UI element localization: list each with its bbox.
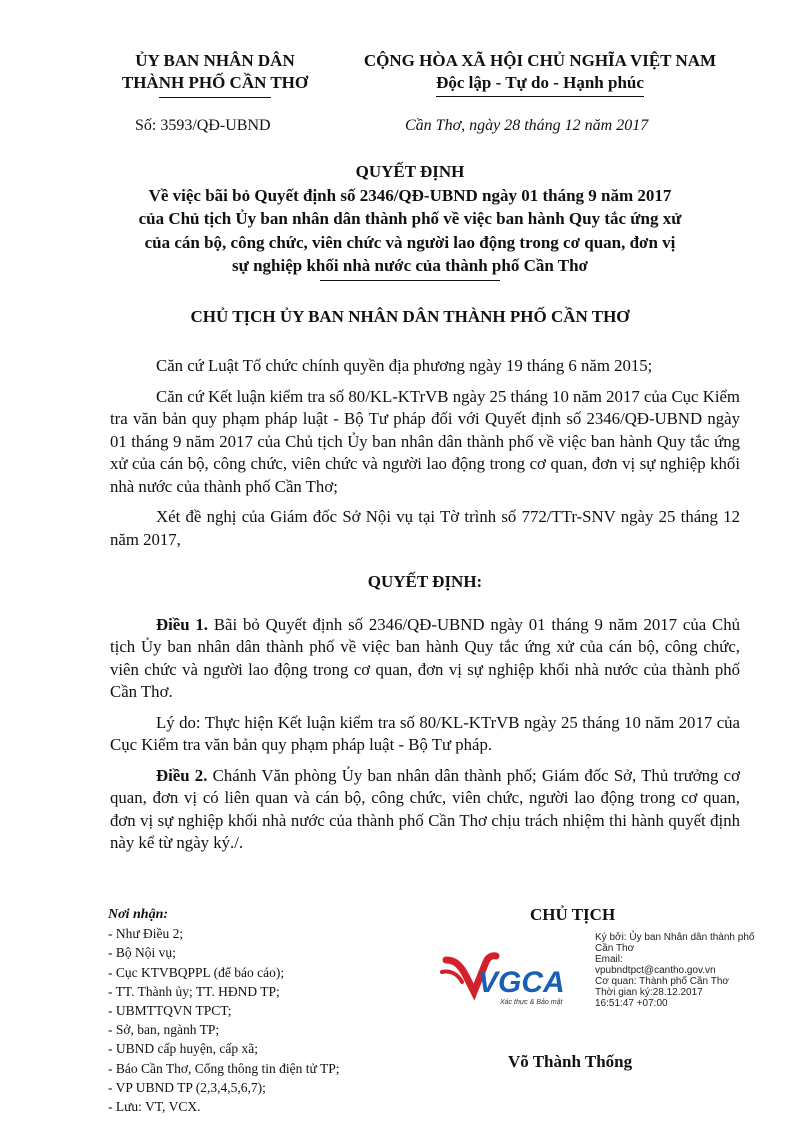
- document-body: [110, 355, 740, 863]
- vgca-logo-icon: [440, 952, 590, 1012]
- document-type: QUYẾT ĐỊNH: [355, 162, 465, 181]
- reason-paragraph: Lý do: Thực hiện Kết luận kiểm tra số 80/KL-KTrVB ngày 25 tháng 10 năm 2017 của Cục Kiểm tra văn bản quy phạm pháp luật - Bộ Tư pháp.: [110, 712, 740, 754]
- article-2-label: Điều 2.: [156, 765, 208, 785]
- agency-line-1: ỦY BAN NHÂN DÂN: [135, 51, 295, 70]
- subject-line-3: của cán bộ, công chức, viên chức và người lao động trong cơ quan, đơn vị: [144, 232, 676, 252]
- signer-title: CHỦ TỊCH: [530, 905, 616, 924]
- preamble-paragraph-1: Căn cứ Luật Tổ chức chính quyền địa phương ngày 19 tháng 6 năm 2015;: [156, 356, 653, 375]
- logo-tagline: Xác thực & Bảo mật: [500, 999, 563, 1006]
- title-underline: [320, 280, 500, 281]
- issuing-authority: CHỦ TỊCH ỦY BAN NHÂN DÂN THÀNH PHỐ CẦN THƠ: [190, 307, 630, 326]
- recipient-item: - Như Điều 2;: [108, 926, 184, 942]
- decision-heading: QUYẾT ĐỊNH:: [367, 572, 483, 591]
- agency-line-2: THÀNH PHỐ CẦN THƠ: [121, 73, 309, 92]
- recipients-list: [108, 905, 408, 1116]
- digital-signature: [440, 932, 770, 1032]
- signing-time-value: 16:51:47 +07:00: [595, 998, 668, 1009]
- place-date: Cần Thơ, ngày 28 tháng 12 năm 2017: [405, 117, 649, 134]
- preamble-paragraph-2: Căn cứ Kết luận kiểm tra số 80/KL-KTrVB ngày 25 tháng 10 năm 2017 của Cục Kiểm tra văn bản quy phạm pháp luật - Bộ Tư pháp đối với Quyết định số 2346/QĐ-UBND ngày 01 tháng 9 năm 2017 của Chủ tịch Ủy ban nhân dân thành phố về việc ban hành Quy tắc ứng xử của cán bộ, công chức, viên chức và người lao động trong cơ quan, đơn vị sự nghiệp khối nhà nước của thành phố Cần Thơ;: [110, 386, 740, 496]
- subject-line-2: của Chủ tịch Ủy ban nhân dân thành phố về việc ban hành Quy tắc ứng xử: [138, 209, 682, 228]
- signed-by: Ký bởi: Ủy ban Nhân dân thành phố Cần Thơ: [595, 932, 755, 954]
- email-label: Email:: [595, 954, 623, 965]
- signing-time-label: Thời gian ký:28.12.2017: [595, 987, 703, 998]
- agency-underline: [159, 97, 271, 98]
- recipient-item: - UBMTTQVN TPCT;: [108, 1003, 232, 1019]
- issuing-agency: [100, 50, 330, 98]
- email-value: vpubndtpct@cantho.gov.vn: [595, 965, 716, 976]
- document-title: [100, 160, 720, 281]
- signing-agency: Cơ quan: Thành phố Cần Thơ: [595, 976, 729, 987]
- subject-line-1: Về việc bãi bỏ Quyết định số 2346/QĐ-UBND ngày 01 tháng 9 năm 2017: [148, 185, 672, 205]
- subject-line-4: sự nghiệp khối nhà nước của thành phố Cần Thơ: [232, 256, 588, 275]
- recipient-item: - Báo Cần Thơ, Cổng thông tin điện tử TP;: [108, 1060, 340, 1076]
- article-2: [110, 765, 740, 855]
- recipient-item: - Bộ Nội vụ;: [108, 945, 176, 961]
- article-2-text: Chánh Văn phòng Ủy ban nhân dân thành phố; Giám đốc Sở, Thủ trưởng cơ quan, đơn vị có liên quan và cán bộ, công chức, viên chức, người lao động trong cơ quan, đơn vị sự nghiệp khối nhà nước của thành phố Cần Thơ chịu trách nhiệm thi hành quyết định này kể từ ngày ký./.: [110, 765, 740, 852]
- document-number: Số: 3593/QĐ-UBND: [135, 117, 271, 134]
- nation-line-1: CỘNG HÒA XÃ HỘI CHỦ NGHĨA VIỆT NAM: [363, 51, 717, 70]
- recipient-item: - VP UBND TP (2,3,4,5,6,7);: [108, 1079, 266, 1095]
- recipient-item: - Lưu: VT, VCX.: [108, 1099, 201, 1115]
- article-1: [110, 614, 740, 704]
- national-motto: [340, 50, 740, 97]
- nation-line-2: Độc lập - Tự do - Hạnh phúc: [436, 72, 644, 97]
- signer-name: Võ Thành Thống: [508, 1052, 633, 1071]
- recipient-item: - Cục KTVBQPPL (để báo cáo);: [108, 964, 285, 980]
- preamble-paragraph-3: Xét đề nghị của Giám đốc Sở Nội vụ tại Tờ trình số 772/TTr-SNV ngày 25 tháng 12 năm 2017,: [110, 507, 740, 549]
- recipient-item: - TT. Thành ủy; TT. HĐND TP;: [108, 983, 280, 999]
- recipients-heading: Nơi nhận:: [108, 907, 169, 922]
- recipient-item: - Sở, ban, ngành TP;: [108, 1022, 220, 1038]
- article-1-label: Điều 1.: [156, 614, 208, 634]
- signature-info: [595, 932, 770, 1009]
- recipient-item: - UBND cấp huyện, cấp xã;: [108, 1041, 258, 1057]
- logo-text: VGCA: [478, 966, 565, 999]
- article-1-text: Bãi bỏ Quyết định số 2346/QĐ-UBND ngày 01 tháng 9 năm 2017 của Chủ tịch Ủy ban nhân dân thành phố về việc ban hành Quy tắc ứng xử của cán bộ, công chức, viên chức và người lao động trong cơ quan, đơn vị sự nghiệp khối nhà nước của thành phố Cần Thơ.: [110, 614, 741, 701]
